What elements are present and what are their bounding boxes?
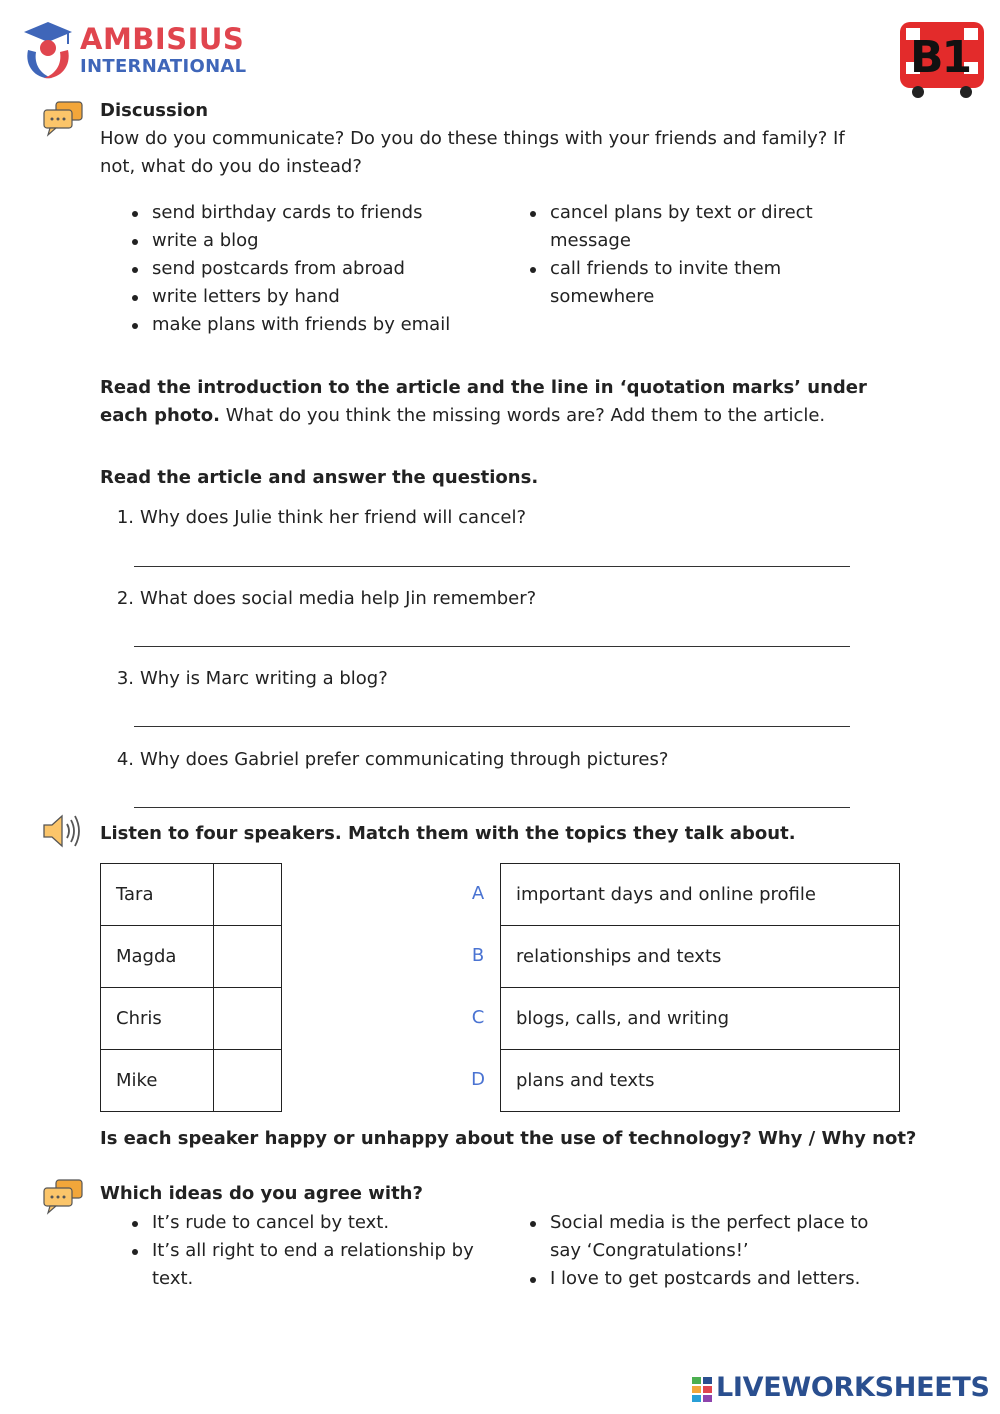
question-1 — [112, 504, 526, 532]
question-3 — [112, 665, 388, 693]
speaker-name: Chris — [101, 988, 214, 1050]
brand-name: AMBISIUS — [80, 22, 245, 56]
table-row — [501, 1050, 900, 1112]
table-row — [101, 864, 282, 926]
level-badge-text: B1 — [910, 32, 971, 83]
list-item: write a blog — [128, 227, 498, 255]
list-item: It’s rude to cancel by text. — [128, 1209, 488, 1237]
question-text: What does social media help Jin remember? — [140, 588, 537, 609]
listening-heading: Listen to four speakers. Match them with the topics they talk about. — [100, 823, 796, 844]
list-item: call friends to invite them somewhere — [526, 255, 846, 311]
happy-question: Is each speaker happy or unhappy about the use of technology? Why / Why not? — [100, 1128, 917, 1149]
answer-line-2[interactable] — [134, 646, 850, 647]
speech-bubbles-icon — [42, 1178, 84, 1216]
ideas-heading: Which ideas do you agree with? — [100, 1183, 423, 1204]
discussion-right-list — [526, 199, 846, 311]
ideas-right-list — [526, 1209, 886, 1293]
graduate-logo-icon — [22, 20, 74, 82]
topic-text: blogs, calls, and writing — [501, 988, 900, 1050]
list-item: make plans with friends by email — [128, 311, 498, 339]
answer-line-3[interactable] — [134, 726, 850, 727]
read-intro-bold: Read the introduction to the article and the line in ‘quotation marks’ under each photo. — [100, 377, 867, 426]
brand-subname: INTERNATIONAL — [80, 56, 247, 77]
topic-letter: B — [471, 945, 485, 966]
question-2 — [112, 585, 536, 613]
list-item: It’s all right to end a relationship by text. — [128, 1237, 488, 1293]
table-row — [501, 988, 900, 1050]
question-number: 1. — [116, 507, 134, 528]
discussion-intro: How do you communicate? Do you do these things with your friends and family? If not, what do you do instead? — [100, 128, 845, 177]
question-text: Why does Gabriel prefer communicating through pictures? — [140, 749, 669, 770]
topic-letter: D — [471, 1069, 485, 1090]
answer-box[interactable] — [213, 1050, 281, 1112]
table-row — [101, 926, 282, 988]
question-text: Why does Julie think her friend will cancel? — [140, 507, 527, 528]
speakers-table — [100, 863, 282, 1112]
level-badge — [896, 18, 988, 100]
list-item: write letters by hand — [128, 283, 498, 311]
list-item: Social media is the perfect place to say ‘Congratulations!’ — [526, 1209, 886, 1265]
table-row — [501, 864, 900, 926]
topic-text: important days and online profile — [501, 864, 900, 926]
speaker-name: Magda — [101, 926, 214, 988]
question-4 — [112, 746, 668, 774]
answer-line-1[interactable] — [134, 566, 850, 567]
speaker-audio-icon[interactable] — [40, 812, 82, 850]
discussion-title: Discussion — [100, 100, 209, 121]
list-item: send birthday cards to friends — [128, 199, 498, 227]
answer-box[interactable] — [213, 864, 281, 926]
answer-line-4[interactable] — [134, 807, 850, 808]
table-row — [501, 926, 900, 988]
list-item: I love to get postcards and letters. — [526, 1265, 886, 1293]
speech-bubbles-icon — [42, 100, 84, 138]
topic-text: relationships and texts — [501, 926, 900, 988]
question-number: 2. — [116, 588, 134, 609]
question-number: 3. — [116, 668, 134, 689]
table-row — [101, 1050, 282, 1112]
questions-heading: Read the article and answer the questions. — [100, 467, 539, 488]
read-intro-rest: What do you think the missing words are? Add them to the article. — [219, 405, 826, 426]
list-item: cancel plans by text or direct message — [526, 199, 846, 255]
topic-letter: A — [471, 883, 485, 904]
question-text: Why is Marc writing a blog? — [140, 668, 388, 689]
table-row — [101, 988, 282, 1050]
discussion-left-list — [128, 199, 498, 339]
topic-text: plans and texts — [501, 1050, 900, 1112]
topic-letters — [464, 863, 492, 1111]
ambisius-logo — [22, 20, 262, 82]
question-number: 4. — [116, 749, 134, 770]
answer-box[interactable] — [213, 988, 281, 1050]
answer-box[interactable] — [213, 926, 281, 988]
list-item: send postcards from abroad — [128, 255, 498, 283]
topic-letter: C — [471, 1007, 485, 1028]
topics-table — [500, 863, 900, 1112]
ideas-left-list — [128, 1209, 488, 1293]
liveworksheets-grid-icon — [692, 1377, 714, 1403]
liveworksheets-text: LIVEWORKSHEETS — [716, 1372, 990, 1403]
read-intro-instruction — [100, 374, 900, 430]
speaker-name: Mike — [101, 1050, 214, 1112]
speaker-name: Tara — [101, 864, 214, 926]
